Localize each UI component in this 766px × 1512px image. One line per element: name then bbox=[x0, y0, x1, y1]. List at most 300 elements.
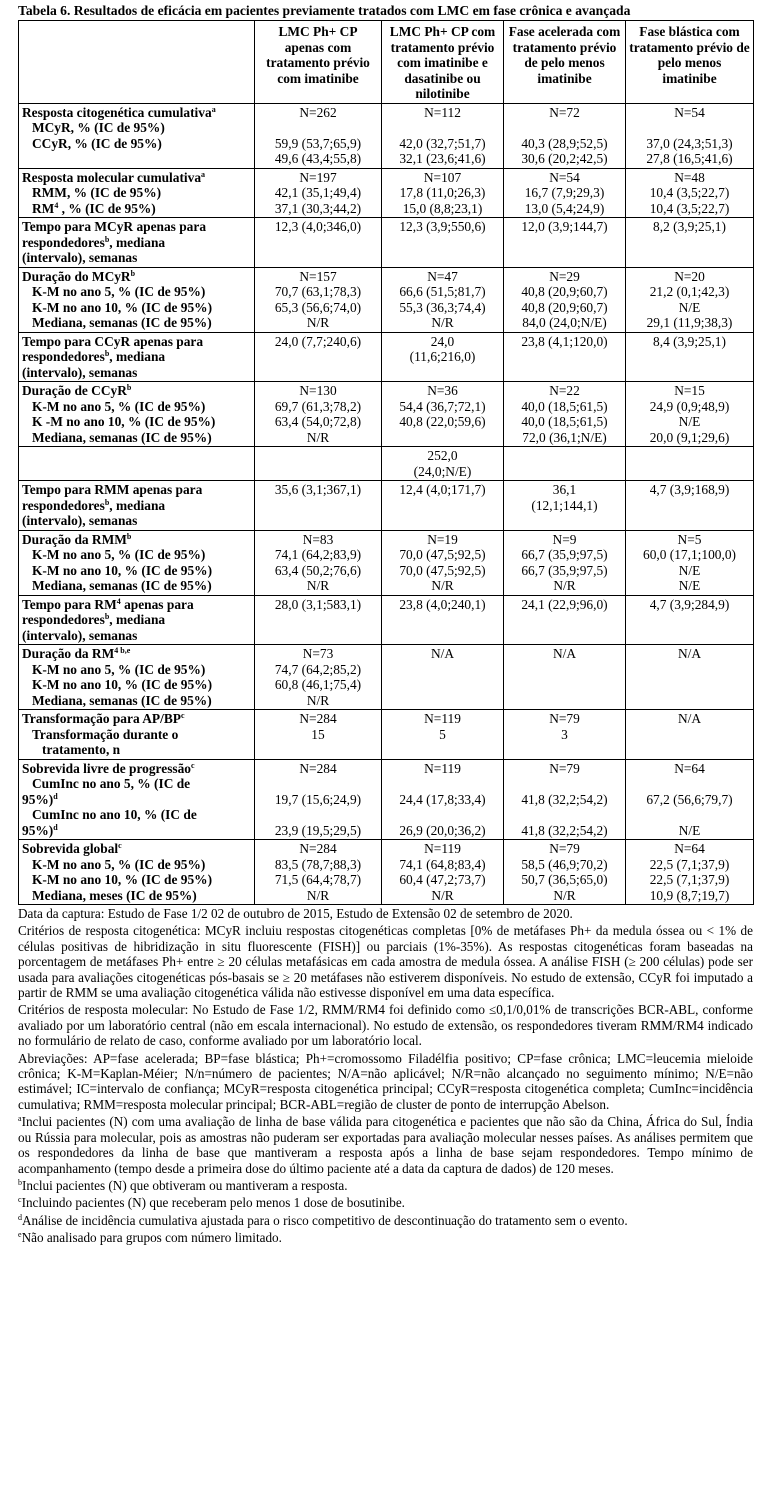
row-label bbox=[19, 595, 255, 645]
cell-value bbox=[385, 776, 500, 792]
row-label bbox=[19, 332, 255, 382]
label-text: (intervalo), semanas bbox=[22, 250, 138, 265]
cell-value: N=9 bbox=[552, 531, 577, 547]
header-cell-3: Fase acelerada com tratamento prévio de pelo menos imatinibe bbox=[504, 21, 626, 104]
value-cell bbox=[504, 710, 626, 760]
footnote bbox=[18, 1051, 753, 1113]
row-label-line bbox=[22, 513, 251, 529]
row-label-line bbox=[22, 578, 251, 594]
cell-value: N/E bbox=[678, 562, 701, 578]
cell-value: N/R bbox=[431, 887, 454, 903]
value-cell bbox=[626, 710, 754, 760]
cell-value: 23,8 (4,0;240,1) bbox=[399, 596, 486, 612]
footnote-marker: d bbox=[53, 822, 58, 832]
label-text: (intervalo), semanas bbox=[22, 627, 138, 643]
cell-value: 24,9 (0,9;48,9) bbox=[649, 398, 730, 414]
table-row bbox=[19, 710, 754, 760]
footnote-marker: d bbox=[53, 791, 58, 801]
table-row bbox=[19, 840, 754, 905]
label-text: CumInc no ano 5, % (IC de bbox=[32, 776, 191, 791]
footnote-marker: b bbox=[130, 268, 136, 278]
value-cell bbox=[382, 645, 504, 710]
label-text: tratamento, n bbox=[42, 742, 121, 757]
row-label bbox=[19, 759, 255, 840]
cell-value bbox=[385, 807, 500, 823]
cell-value: N/R bbox=[553, 578, 576, 593]
cell-value: 59,9 (53,7;65,9) bbox=[274, 135, 362, 151]
value-cell bbox=[255, 840, 382, 905]
footnote-marker: b bbox=[104, 612, 110, 621]
row-label bbox=[19, 447, 255, 481]
header-cell-4: Fase blástica com tratamento prévio de pelo menos imatinibe bbox=[626, 21, 754, 104]
cell-value: 70,0 (47,5;92,5) bbox=[399, 547, 486, 562]
row-label-line bbox=[22, 693, 251, 709]
cell-value: 4,7 (3,9;168,9) bbox=[649, 482, 730, 497]
row-label bbox=[19, 218, 255, 268]
header-cell-1: LMC Ph+ CP apenas com tratamento prévio com imatinibe bbox=[255, 21, 382, 104]
cell-value bbox=[629, 448, 750, 464]
value-cell bbox=[504, 218, 626, 268]
table-row bbox=[19, 267, 754, 332]
cell-value: N=48 bbox=[674, 169, 705, 185]
value-cell bbox=[504, 447, 626, 481]
cell-value bbox=[258, 448, 378, 464]
value-cell bbox=[382, 710, 504, 760]
label-text: Tempo para MCyR apenas para bbox=[22, 219, 207, 234]
value-cell bbox=[255, 759, 382, 840]
value-cell bbox=[504, 481, 626, 531]
value-cell bbox=[382, 103, 504, 168]
value-cell bbox=[626, 840, 754, 905]
cell-value: 74,7 (64,2;85,2) bbox=[274, 661, 362, 677]
label-text: apenas para bbox=[120, 596, 194, 612]
cell-value: 12,3 (3,9;550,6) bbox=[399, 219, 486, 234]
value-cell bbox=[626, 759, 754, 840]
table-row bbox=[19, 382, 754, 447]
row-label bbox=[19, 168, 255, 218]
cell-value: 67,2 (56,6;79,7) bbox=[646, 791, 733, 807]
cell-value: N=20 bbox=[674, 268, 705, 284]
cell-value: 4,7 (3,9;284,9) bbox=[649, 596, 730, 612]
cell-value: N/A bbox=[430, 646, 455, 661]
row-label bbox=[19, 382, 255, 447]
cell-value: 42,0 (32,7;51,7) bbox=[399, 135, 486, 151]
cell-value: 40,8 (20,9;60,7) bbox=[521, 299, 608, 315]
value-cell bbox=[255, 103, 382, 168]
table-row bbox=[19, 645, 754, 710]
label-text: Duração da RM bbox=[22, 646, 115, 661]
cell-value: 16,7 (7,9;29,3) bbox=[524, 185, 605, 200]
label-text: Mediana, meses (IC de 95%) bbox=[32, 887, 197, 903]
label-text: Duração da RMM bbox=[22, 531, 127, 547]
cell-value: 35,6 (3,1;367,1) bbox=[274, 482, 362, 497]
value-cell bbox=[382, 168, 504, 218]
cell-value bbox=[629, 120, 750, 136]
cell-value: N/E bbox=[678, 299, 701, 315]
row-label-line bbox=[22, 414, 251, 430]
value-cell bbox=[255, 267, 382, 332]
footnote bbox=[18, 923, 753, 1000]
label-text: 95%) bbox=[22, 791, 54, 807]
value-cell bbox=[504, 332, 626, 382]
cell-value: N=54 bbox=[549, 169, 580, 185]
label-text: Tempo para CCyR apenas para bbox=[22, 333, 204, 349]
cell-value: 15 bbox=[311, 726, 325, 742]
table-row bbox=[19, 103, 754, 168]
value-cell bbox=[504, 595, 626, 645]
value-cell bbox=[626, 218, 754, 268]
cell-value bbox=[385, 430, 500, 446]
value-cell bbox=[504, 103, 626, 168]
cell-value: 15,0 (8,8;23,1) bbox=[402, 200, 483, 216]
cell-value: 55,3 (36,3;74,4) bbox=[399, 299, 486, 315]
cell-value bbox=[507, 120, 622, 136]
cell-value: 66,6 (51,5;81,7) bbox=[399, 284, 486, 299]
row-label-line bbox=[22, 498, 251, 514]
footnote-marker: b bbox=[126, 531, 132, 541]
cell-value: 252,0 bbox=[427, 448, 458, 463]
footnote-marker: c bbox=[191, 760, 195, 770]
footnote-marker: e bbox=[18, 1230, 22, 1240]
cell-value: 23,9 (19,5;29,5) bbox=[274, 822, 362, 838]
footnote-marker: b bbox=[18, 1177, 22, 1187]
label-text: K-M no ano 5, % (IC de 95%) bbox=[32, 398, 206, 414]
label-text: Mediana, semanas (IC de 95%) bbox=[32, 429, 212, 445]
table-footnotes bbox=[18, 906, 753, 1246]
cell-value: 72,0 (36,1;N/E) bbox=[522, 429, 607, 445]
row-label-line bbox=[22, 365, 251, 381]
cell-value: N/A bbox=[552, 646, 577, 661]
cell-value: N=284 bbox=[299, 760, 337, 776]
row-label-line bbox=[22, 597, 251, 613]
cell-value: 63,4 (54,0;72,8) bbox=[274, 414, 362, 429]
value-cell bbox=[255, 447, 382, 481]
footnote-text: Data da captura: Estudo de Fase 1/2 02 de outubro de 2015, Estudo de Extensão 02 de setembro de 2020. bbox=[18, 906, 573, 921]
row-label-line bbox=[22, 776, 251, 792]
value-cell bbox=[382, 595, 504, 645]
row-label-line bbox=[22, 349, 251, 365]
row-label-line bbox=[22, 201, 251, 217]
cell-value bbox=[507, 776, 622, 792]
cell-value: 40,0 (18,5;61,5) bbox=[521, 414, 608, 429]
row-label-line bbox=[22, 334, 251, 350]
label-text: respondedores bbox=[22, 497, 105, 513]
cell-value: 63,4 (50,2;76,6) bbox=[274, 562, 362, 578]
table-caption: Tabela 6. Resultados de eficácia em pacientes previamente tratados com LMC em fase crônica e avançada bbox=[18, 3, 631, 18]
footnote-marker: b bbox=[104, 497, 110, 507]
cell-value: N=5 bbox=[677, 531, 702, 547]
cell-value: N/R bbox=[431, 315, 454, 330]
cell-value: N/R bbox=[431, 578, 454, 593]
row-label bbox=[19, 530, 255, 595]
row-label-line bbox=[22, 547, 251, 563]
cell-value: 40,8 (22,0;59,6) bbox=[399, 414, 486, 429]
value-cell bbox=[255, 332, 382, 382]
cell-value: 22,5 (7,1;37,9) bbox=[649, 872, 730, 887]
value-cell bbox=[382, 218, 504, 268]
value-cell bbox=[626, 447, 754, 481]
table-body bbox=[19, 21, 754, 905]
cell-value: N=83 bbox=[302, 531, 334, 547]
cell-value: 40,3 (28,9;52,5) bbox=[521, 135, 608, 151]
value-cell bbox=[255, 168, 382, 218]
label-text: , mediana bbox=[109, 234, 166, 250]
cell-value: 29,1 (11,9;38,3) bbox=[646, 315, 733, 330]
table-row bbox=[19, 218, 754, 268]
cell-value bbox=[629, 776, 750, 792]
cell-value: 40,0 (18,5;61,5) bbox=[521, 398, 608, 414]
cell-value: N=119 bbox=[424, 711, 461, 726]
cell-value: 74,1 (64,8;83,4) bbox=[399, 856, 486, 872]
label-text: K-M no ano 5, % (IC de 95%) bbox=[32, 856, 206, 872]
cell-value: N=79 bbox=[549, 760, 580, 776]
label-text: RM bbox=[32, 200, 55, 216]
row-label-line bbox=[22, 646, 251, 662]
value-cell bbox=[504, 168, 626, 218]
label-text: K -M no ano 10, % (IC de 95%) bbox=[32, 414, 216, 429]
label-text: Resposta molecular cumulativa bbox=[22, 169, 202, 185]
footnote-text: Critérios de resposta citogenética: MCyR incluiu respostas citogenéticas completas [0% de metáfases Ph+ da medula óssea ou < 1% de células positivas de hibridização in situ fluorescente (FISH)] ou parciais (1%-35%). As respostas citogenéticas foram baseadas na porcentagem de metáfases Ph+ entre ≥ 20 células metafásicas em cada amostra de medula óssea. A análise FISH (≥ 200 células) pode ser usada para avaliações citogenéticas pós-basais se ≥ 20 metáfases não estiverem disponíveis. No estudo de extensão, CCyR foi imputado a partir de RMM se uma avaliação citogenética válida não estivesse disponível em uma data específica. bbox=[18, 923, 753, 1001]
value-cell bbox=[382, 481, 504, 531]
row-label-line bbox=[22, 727, 251, 743]
cell-value: 28,0 (3,1;583,1) bbox=[274, 596, 362, 612]
cell-value: 10,9 (8,7;19,7) bbox=[649, 887, 730, 903]
table-row bbox=[19, 332, 754, 382]
cell-value: 26,9 (20,0;36,2) bbox=[399, 822, 486, 838]
value-cell bbox=[504, 645, 626, 710]
cell-value: N=197 bbox=[299, 169, 337, 185]
cell-value: 24,0 (7,7;240,6) bbox=[274, 333, 362, 349]
value-cell bbox=[255, 530, 382, 595]
row-label bbox=[19, 645, 255, 710]
label-text: , mediana bbox=[109, 349, 166, 364]
value-cell bbox=[382, 447, 504, 481]
footnote-marker: c bbox=[180, 711, 185, 720]
table-row bbox=[19, 595, 754, 645]
label-text: CCyR, % (IC de 95%) bbox=[32, 135, 162, 151]
cell-value: 40,8 (20,9;60,7) bbox=[521, 284, 608, 299]
row-label-line bbox=[22, 563, 251, 579]
value-cell bbox=[255, 595, 382, 645]
row-label-line bbox=[22, 185, 251, 201]
value-cell bbox=[504, 530, 626, 595]
cell-value: 30,6 (20,2;42,5) bbox=[521, 151, 608, 166]
label-text: Resposta citogenética cumulativa bbox=[22, 104, 212, 120]
label-text: Tempo para RMM apenas para bbox=[22, 482, 203, 497]
cell-value bbox=[507, 448, 622, 464]
row-label bbox=[19, 103, 255, 168]
label-text: respondedores bbox=[22, 234, 105, 250]
cell-value: 12,3 (4,0;346,0) bbox=[274, 219, 362, 234]
label-text: K-M no ano 5, % (IC de 95%) bbox=[32, 661, 206, 677]
label-text: RMM, % (IC de 95%) bbox=[32, 185, 162, 200]
label-text: Sobrevida global bbox=[22, 841, 119, 856]
cell-value: N/E bbox=[678, 822, 701, 838]
cell-value: 37,0 (24,3;51,3) bbox=[646, 135, 733, 151]
footnote-marker: a bbox=[201, 169, 206, 179]
cell-value: N/R bbox=[306, 429, 330, 445]
cell-value: N/R bbox=[306, 692, 330, 708]
cell-value: N/E bbox=[678, 578, 701, 593]
cell-value: (11,6;216,0) bbox=[409, 349, 476, 364]
row-label-line bbox=[22, 677, 251, 693]
cell-value: N=79 bbox=[549, 711, 580, 726]
table-row bbox=[19, 530, 754, 595]
row-label-line bbox=[22, 823, 251, 839]
row-label-line bbox=[22, 250, 251, 266]
cell-value: 5 bbox=[439, 726, 446, 742]
footnote-text: Inclui pacientes (N) que obtiveram ou mantiveram a resposta. bbox=[22, 1177, 348, 1193]
cell-value: 60,4 (47,2;73,7) bbox=[399, 872, 486, 887]
label-text: Duração de CCyR bbox=[22, 383, 127, 398]
row-label-line bbox=[22, 628, 251, 644]
cell-value: N=36 bbox=[427, 383, 458, 398]
cell-value: 32,1 (23,6;41,6) bbox=[399, 151, 486, 166]
cell-value: N/A bbox=[677, 711, 702, 726]
value-cell bbox=[626, 332, 754, 382]
value-cell bbox=[382, 382, 504, 447]
cell-value: N=22 bbox=[549, 383, 580, 398]
table-row bbox=[19, 168, 754, 218]
label-text: MCyR, % (IC de 95%) bbox=[32, 120, 165, 135]
cell-value: 10,4 (3,5;22,7) bbox=[649, 200, 730, 216]
cell-value: N=72 bbox=[549, 104, 580, 120]
cell-value: N=119 bbox=[424, 841, 461, 856]
footnote-text: Não analisado para grupos com número limitado. bbox=[21, 1230, 282, 1246]
header-cell-0 bbox=[19, 21, 255, 104]
footnote-marker: d bbox=[18, 1212, 22, 1222]
row-label-line bbox=[22, 269, 251, 285]
value-cell bbox=[504, 759, 626, 840]
cell-value: 41,8 (32,2;54,2) bbox=[521, 822, 608, 838]
value-cell bbox=[255, 710, 382, 760]
label-text: K-M no ano 5, % (IC de 95%) bbox=[32, 547, 206, 562]
label-text: Mediana, semanas (IC de 95%) bbox=[32, 692, 212, 708]
cell-value: 60,8 (46,1;75,4) bbox=[274, 677, 362, 692]
row-label-line bbox=[22, 284, 251, 300]
cell-value: N/E bbox=[678, 414, 701, 429]
value-cell bbox=[626, 481, 754, 531]
footnote bbox=[18, 1213, 753, 1228]
cell-value: 71,5 (64,4;78,7) bbox=[274, 872, 362, 887]
cell-value: N=19 bbox=[427, 531, 458, 547]
label-text: Mediana, semanas (IC de 95%) bbox=[32, 315, 212, 330]
row-label-line bbox=[22, 482, 251, 498]
cell-value: N/R bbox=[306, 887, 330, 903]
row-label-line bbox=[22, 448, 251, 464]
cell-value: 23,8 (4,1;120,0) bbox=[521, 333, 608, 349]
cell-value bbox=[507, 807, 622, 823]
cell-value: N=130 bbox=[299, 383, 337, 398]
footnote bbox=[18, 1002, 753, 1048]
cell-value: N=112 bbox=[424, 104, 461, 120]
cell-value: 24,4 (17,8;33,4) bbox=[399, 791, 486, 807]
cell-value: N=64 bbox=[674, 841, 705, 856]
row-label-line bbox=[22, 120, 251, 136]
cell-value: N=15 bbox=[674, 383, 705, 398]
footnote-text: Incluindo pacientes (N) que receberam pelo menos 1 dose de bosutinibe. bbox=[21, 1195, 405, 1211]
value-cell bbox=[255, 218, 382, 268]
cell-value: 27,8 (16,5;41,6) bbox=[646, 151, 733, 166]
footnote bbox=[18, 1195, 753, 1210]
cell-value: (12,1;144,1) bbox=[531, 497, 598, 513]
value-cell bbox=[382, 332, 504, 382]
footnote-marker: 4 b,e bbox=[114, 646, 131, 655]
row-label-line bbox=[22, 872, 251, 888]
label-text: (intervalo), semanas bbox=[22, 513, 138, 528]
label-text: Tempo para RM bbox=[22, 596, 117, 612]
cell-value: N=47 bbox=[427, 268, 458, 284]
label-text: K-M no ano 10, % (IC de 95%) bbox=[32, 299, 213, 315]
cell-value: N/R bbox=[306, 578, 330, 593]
table-header-row bbox=[19, 21, 754, 104]
footnote bbox=[18, 1114, 753, 1176]
row-label-line bbox=[22, 807, 251, 823]
cell-value: 70,0 (47,5;92,5) bbox=[399, 562, 486, 578]
cell-value: 20,0 (9,1;29,6) bbox=[649, 429, 730, 445]
cell-value: N/A bbox=[677, 646, 702, 661]
cell-value: 21,2 (0,1;42,3) bbox=[649, 284, 730, 299]
row-label-line bbox=[22, 857, 251, 873]
footnote bbox=[18, 906, 753, 921]
row-label-line bbox=[22, 612, 251, 628]
value-cell bbox=[626, 595, 754, 645]
label-text: , mediana bbox=[109, 612, 166, 627]
table-row bbox=[19, 447, 754, 481]
value-cell bbox=[626, 103, 754, 168]
footnote-text: Abreviações: AP=fase acelerada; BP=fase blástica; Ph+=cromossomo Filadélfia positivo; CP=fase crônica; LMC=leucemia mieloide crônica; K-M=Kaplan-Méier; N/n=número de pacientes; N/A=não aplicável; N/R=não alcançado no seguimento mínimo; N/E=não estimável; IC=intervalo de confiança; MCyR=resposta citogenética principal; CCyR=resposta citogenética completa; CumInc=incidência cumulativa; RMM=resposta molecular principal; BCR-ABL=região de cluster de ponto de interrupção Abelson. bbox=[18, 1050, 753, 1112]
cell-value: 42,1 (35,1;49,4) bbox=[274, 185, 362, 200]
cell-value: N=157 bbox=[299, 268, 337, 284]
label-text: K-M no ano 10, % (IC de 95%) bbox=[32, 677, 213, 692]
footnote-marker: a bbox=[18, 1114, 22, 1124]
row-label bbox=[19, 840, 255, 905]
label-text: (intervalo), semanas bbox=[22, 364, 138, 380]
cell-value: 58,5 (46,9;70,2) bbox=[521, 856, 608, 872]
header-cell-2: LMC Ph+ CP com tratamento prévio com imatinibe e dasatinibe ou nilotinibe bbox=[382, 21, 504, 104]
cell-value: 24,1 (22,9;96,0) bbox=[521, 596, 608, 612]
label-text: , % (IC de 95%) bbox=[58, 200, 156, 216]
label-text: CumInc no ano 10, % (IC de bbox=[32, 807, 197, 822]
row-label-line bbox=[22, 841, 251, 857]
cell-value: 69,7 (61,3;78,2) bbox=[274, 398, 362, 414]
cell-value: 37,1 (30,3;44,2) bbox=[274, 200, 362, 216]
value-cell bbox=[255, 645, 382, 710]
footnote-marker: c bbox=[18, 1195, 22, 1205]
cell-value bbox=[629, 807, 750, 823]
cell-value: 66,7 (35,9;97,5) bbox=[521, 562, 608, 578]
row-label-line bbox=[22, 792, 251, 808]
cell-value: 54,4 (36,7;72,1) bbox=[399, 398, 486, 414]
value-cell bbox=[626, 382, 754, 447]
label-text: Mediana, semanas (IC de 95%) bbox=[32, 578, 212, 593]
footnote-text: Critérios de resposta molecular: No Estudo de Fase 1/2, RMM/RM4 foi definido como ≤0,1/0,01% de transcrições BCR-ABL, conforme avaliado por um laboratório central (não em escala internacional). No estudo de extensão, os respondedores tiveram RMM/RM4 indicado no formulário de relato de caso, conforme avaliado por um laboratório local. bbox=[18, 1002, 753, 1049]
cell-value bbox=[258, 120, 378, 136]
row-label-line bbox=[22, 105, 251, 121]
efficacy-table bbox=[18, 20, 754, 905]
cell-value: 74,1 (64,2;83,9) bbox=[274, 547, 362, 562]
value-cell bbox=[382, 267, 504, 332]
row-label-line bbox=[22, 219, 251, 235]
footnote-text: Análise de incidência cumulativa ajustada para o risco competitivo de descontinuação do tratamento sem o evento. bbox=[22, 1212, 628, 1228]
label-text: respondedores bbox=[22, 349, 105, 364]
footnote-marker: c bbox=[118, 841, 122, 850]
cell-value: (24,0;N/E) bbox=[413, 463, 472, 479]
row-label-line bbox=[22, 761, 251, 777]
value-cell bbox=[255, 382, 382, 447]
cell-value: 36,1 bbox=[552, 482, 577, 497]
row-label-line bbox=[22, 711, 251, 727]
